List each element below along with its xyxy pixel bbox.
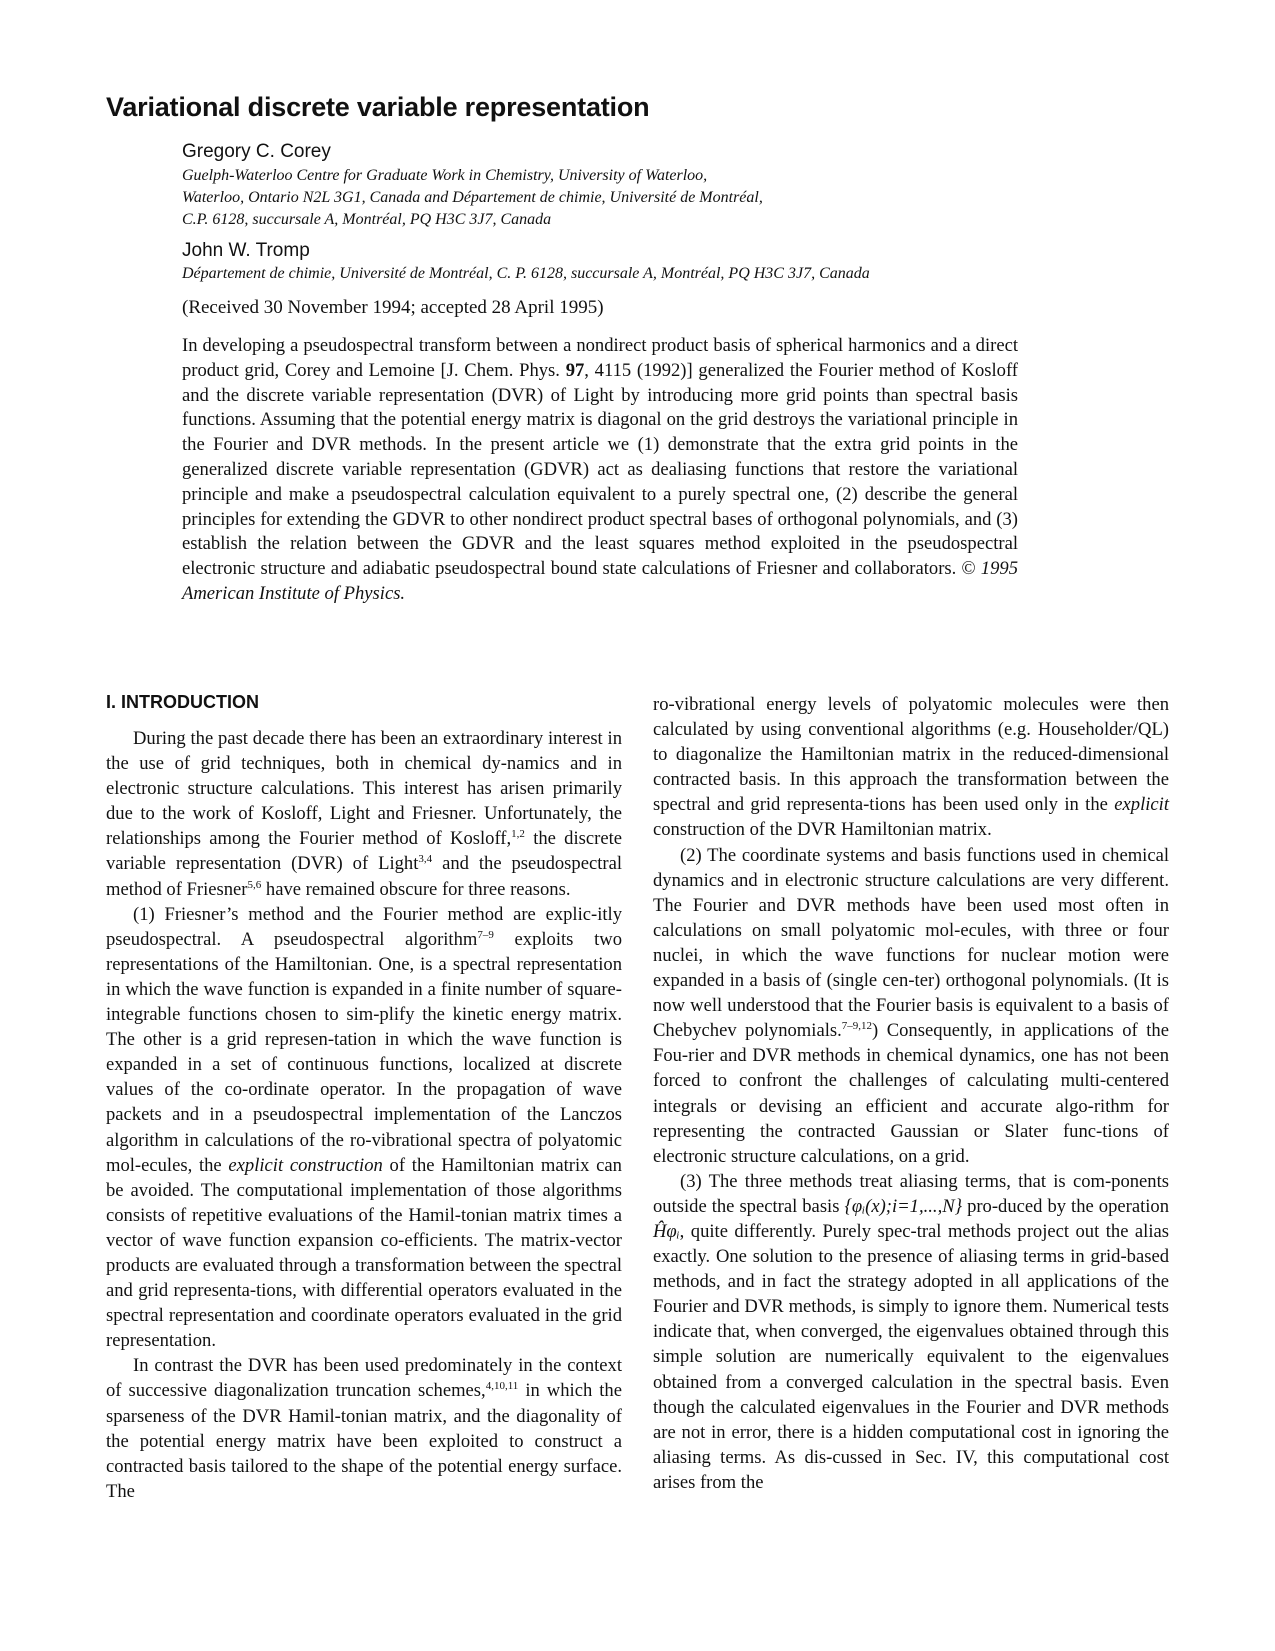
math-expression: {φᵢ(x);i=1,...,N} — [844, 1195, 963, 1217]
text-run: the discrete variable representation (DVR) of Light — [106, 828, 622, 875]
text-run: ) Consequently, in applications of the Fou-rier and DVR methods in chemical dynamics, one has not been forced to confront the challenges of calculating multi-centered integrals or devising an efficient and accurate algo-rithm for representing the contracted Gaussian or Slater func-tions of electronic structure calculations, on a grid. — [653, 1020, 1169, 1167]
text-run: (2) The coordinate systems and basis functions used in chemical dynamics and in electronic structure calculations are very different. The Fourier and DVR methods have been used most often in calculations on small polyatomic mol-ecules, with three or four nuclei, in which the wave functions for nuclear motion were expanded in a basis of (single cen-ter) orthogonal polynomials. (It is now well understood that the Fourier basis is equivalent to a basis of Chebychev polynomials. — [653, 844, 1169, 1042]
text-run: pro-duced by the operation — [962, 1195, 1169, 1217]
paragraph — [106, 726, 622, 902]
citation: 5,6 — [247, 878, 262, 891]
emphasis: explicit construction — [228, 1154, 383, 1176]
text-run: , quite differently. Purely spec-tral methods project out the alias exactly. One solution to the presence of aliasing terms in grid-based methods, and in fact the strategy adopted in all applications of the Fourier and DVR methods, is simply to ignore them. Numerical tests indicate that, when converged, the eigenvalues obtained through this simple solution are numerically equivalent to the eigenvalues obtained from a converged calculation in the spectral basis. Even though the calculated eigenvalues in the Fourier and DVR methods are not in error, there is a hidden computational cost in ignoring the aliasing terms. As dis-cussed in Sec. IV, this computational cost arises from the — [653, 1220, 1169, 1493]
text-run: ro-vibrational energy levels of polyatomic molecules were then calculated by using conventional algorithms (e.g. Householder/QL) to diagonalize the Hamiltonian matrix in the reduced-dimensional contracted basis. In this approach the transformation between the spectral and grid representa-tions has been used only in the — [653, 694, 1169, 816]
text-run: exploits two representations of the Hamiltonian. One, is a spectral representation in which the wave function is expanded in a finite number of square-integrable functions chosen to sim-plify the kinetic energy matrix. The other is a grid represen-tation in which the wave function is expanded in a set of continuous functions, localized at discrete values of the co-ordinate operator. In the propagation of wave packets and in a pseudospectral implementation of the Lanczos algorithm in calculations of the ro-vibrational spectra of polyatomic mol-ecules, the — [106, 928, 622, 1176]
journal-volume: 97 — [565, 359, 585, 381]
citation: 1,2 — [511, 828, 525, 841]
text-run: and the pseudospectral method of Friesner — [106, 853, 623, 900]
paragraph — [653, 692, 1169, 843]
affiliation-line: Département de chimie, Université de Montréal, C. P. 6128, succursale A, Montréal, PQ H3C 3J7, Canada — [182, 265, 870, 282]
paper-title: Variational discrete variable representation — [106, 92, 650, 122]
affiliation-line: Guelph-Waterloo Centre for Graduate Work in Chemistry, University of Waterloo, — [182, 167, 708, 184]
abstract-text: In developing a pseudospectral transform between a nondirect product basis of spherical harmonics and a direct product grid, Corey and Lemoine [J. Chem. Phys. — [182, 335, 1018, 381]
section-heading: I. INTRODUCTION — [106, 692, 259, 712]
abstract-text: , 4115 (1992)] generalized the Fourier method of Kosloff and the discrete variable representation (DVR) of Light by introducing more grid points than spectral basis functions. Assuming that the potential energy matrix is diagonal on the grid destroys the variational principle in the Fourier and DVR methods. In the present article we (1) demonstrate that the extra grid points in the generalized discrete variable representation (GDVR) act as dealiasing functions that restore the variational principle and make a pseudospectral calculation equivalent to a purely spectral one, (2) describe the general principles for extending the GDVR to other nondirect product spectral bases of orthogonal polynomials, and (3) establish the relation between the GDVR and the least squares method exploited in the pseudospectral electronic structure and adiabatic pseudospectral bound state calculations of Friesner and collaborators. — [182, 359, 1018, 580]
text-run: During the past decade there has been an extraordinary interest in the use of grid techniques, both in chemical dy-namics and in electronic structure calculations. This interest has arisen primarily due to the work of Kosloff, Light and Friesner. Unfortunately, the relationships among the Fourier method of Kosloff, — [106, 728, 622, 850]
abstract — [182, 334, 1018, 607]
text-run: construction of the DVR Hamiltonian matrix. — [653, 819, 992, 841]
text-run: (3) The three methods treat aliasing terms, that is com-ponents outside the spectral basis — [653, 1170, 1169, 1217]
copyright-notice: 1995 American Institute of Physics. — [182, 558, 1018, 604]
text-run: have remained obscure for three reasons. — [261, 878, 571, 900]
math-expression: Ĥφᵢ — [653, 1220, 680, 1242]
text-run: (1) Friesner’s method and the Fourier method are explic-itly pseudospectral. A pseudospectral algorithm — [106, 903, 622, 950]
paragraph — [653, 1169, 1169, 1495]
right-column — [653, 692, 1169, 1495]
author-affiliation — [182, 263, 1022, 285]
text-run: In contrast the DVR has been used predominately in the context of successive diagonalization truncation schemes, — [106, 1355, 622, 1402]
paragraph — [653, 843, 1169, 1169]
copyright-symbol: © — [961, 558, 976, 580]
paragraph — [106, 902, 622, 1354]
author-name: Gregory C. Corey — [182, 141, 331, 162]
affiliation-line: C.P. 6128, succursale A, Montréal, PQ H3C 3J7, Canada — [182, 211, 552, 228]
paragraph — [106, 1353, 622, 1504]
author-affiliation — [182, 165, 1022, 231]
affiliation-line: Waterloo, Ontario N2L 3G1, Canada and Département de chimie, Université de Montréal, — [182, 189, 763, 206]
citation: 7–9 — [477, 928, 494, 941]
citation: 3,4 — [418, 853, 433, 866]
author-name: John W. Tromp — [182, 240, 310, 261]
citation: 4,10,11 — [485, 1380, 519, 1393]
received-date: (Received 30 November 1994; accepted 28 April 1995) — [182, 297, 604, 318]
citation: 7–9,12 — [841, 1020, 872, 1033]
text-run: in which the sparseness of the DVR Hamil-tonian matrix, and the diagonality of the potential energy matrix have been exploited to construct a contracted basis tailored to the shape of the potential energy surface. The — [106, 1380, 622, 1502]
emphasis: explicit — [1114, 794, 1169, 816]
text-run: of the Hamiltonian matrix can be avoided. The computational implementation of those algorithms consists of repetitive evaluations of the Hamil-tonian matrix times a vector of wave function expansion co-efficients. The matrix-vector products are evaluated through a transformation between the spectral and grid representa-tions, with differential operators evaluated in the spectral representation and coordinate operators evaluated in the grid representation. — [106, 1154, 622, 1352]
left-column — [106, 726, 622, 1504]
